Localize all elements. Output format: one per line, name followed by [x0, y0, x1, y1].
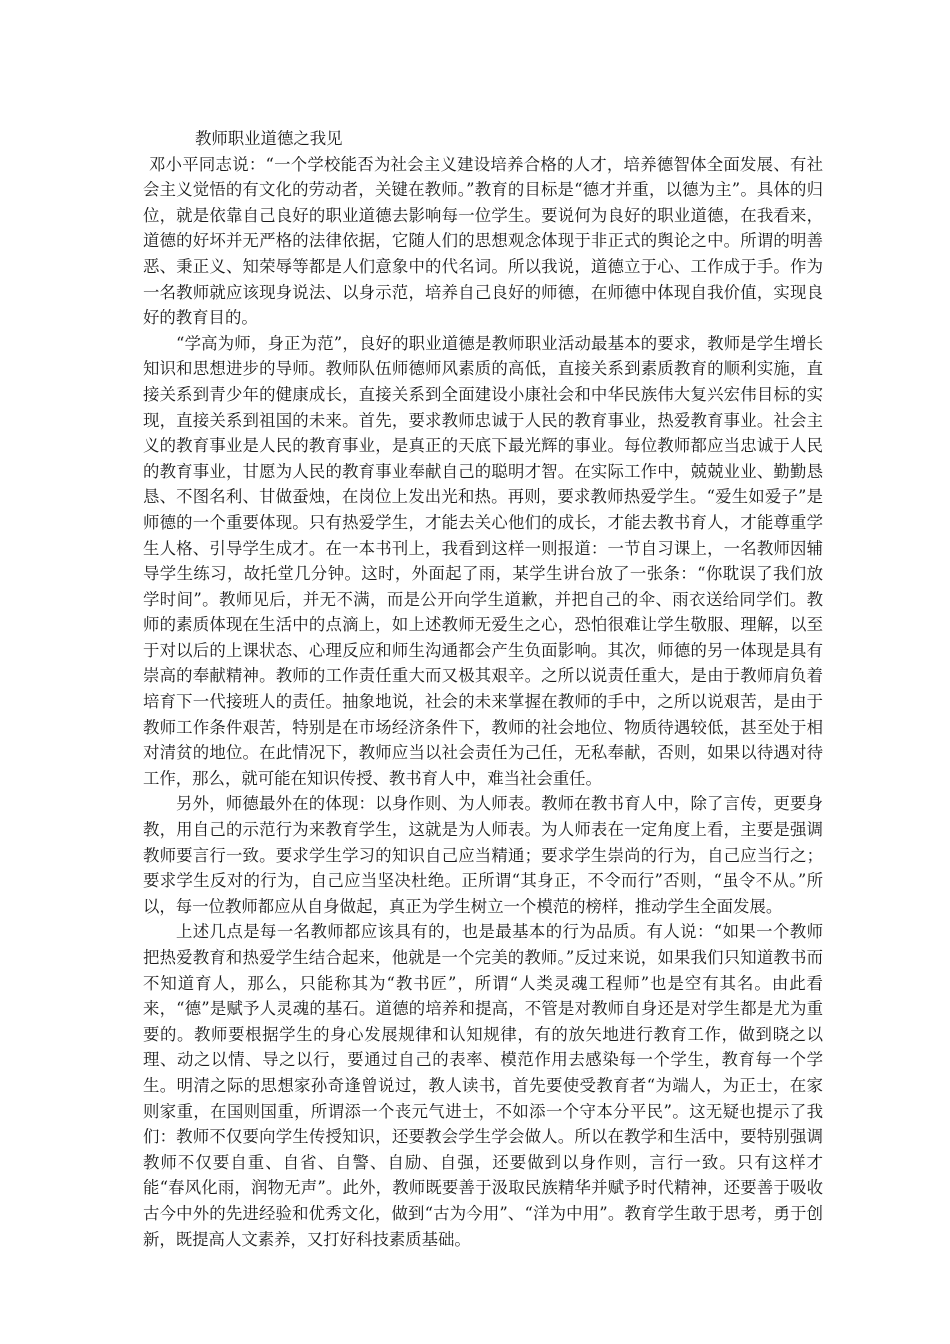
paragraph-yishen-zuoze: 另外，师德最外在的体现：以身作则、为人师表。教师在教书育人中，除了言传，更要身教，用自己的示范行为来教育学生，这就是为人师表。为人师表在一定角度上看，主要是强调教师要言行一致。要求学生学习的知识自己应当精通；要求学生崇尚的行为，自己应当行之；要求学生反对的行为，自己应当坚决杜绝。正所谓“其身正，不令而行”否则，“虽令不从。”所以，每一位教师都应从自身做起，真正为学生树立一个模范的榜样，推动学生全面发展。 — [143, 794, 823, 916]
document-body — [143, 126, 823, 1252]
paragraph-conclusion: 上述几点是每一名教师都应该具有的，也是最基本的行为品质。有人说：“如果一个教师把热爱教育和热爱学生结合起来，他就是一个完美的教师。”反过来说，如果我们只知道教书而不知道育人，那么，只能称其为“教书匠”，所谓“人类灵魂工程师”也是空有其名。由此看来，“德”是赋予人灵魂的基石。道德的培养和提高，不管是对教师自身还是对学生都是尤为重要的。教师要根据学生的身心发展规律和认知规律，有的放矢地进行教育工作，做到晓之以理、动之以情、导之以行，要通过自己的表率、模范作用去感染每一个学生，教育每一个学生。明清之际的思想家孙奇逢曾说过，教人读书，首先要使受教育者“为端人，为正士，在家则家重，在国则国重，所谓添一个丧元气进士，不如添一个守本分平民”。这无疑也提示了我们：教师不仅要向学生传授知识，还要教会学生学会做人。所以在教学和生活中，要特别强调教师不仅要自重、自省、自警、自励、自强，还要做到以身作则，言行一致。只有这样才能“春风化雨，润物无声”。此外，教师既要善于汲取民族精华并赋予时代精神，还要善于吸收古今中外的先进经验和优秀文化，做到“古为今用”、“洋为中用”。教育学生敢于思考，勇于创新，既提高人文素养，又打好科技素质基础。 — [143, 922, 823, 1249]
document-title: 教师职业道德之我见 — [195, 129, 343, 148]
paragraph-intro: 邓小平同志说：“一个学校能否为社会主义建设培养合格的人才，培养德智体全面发展、有社会主义觉悟的有文化的劳动者，关键在教师。”教育的目标是“德才并重，以德为主”。具体的归位，就是依靠自己良好的职业道德去影响每一位学生。要说何为良好的职业道德，在我看来，道德的好坏并无严格的法律依据，它随人们的思想观念体现于非正式的舆论之中。所谓的明善恶、秉正义、知荣辱等都是人们意象中的代名词。所以我说，道德立于心、工作成于手。作为一名教师就应该现身说法、以身示范，培养自己良好的师德，在师德中体现自我价值，实现良好的教育目的。 — [143, 154, 823, 328]
paragraph-xuegao-weishi: “学高为师，身正为范”，良好的职业道德是教师职业活动最基本的要求，教师是学生增长知识和思想进步的导师。教师队伍师德师风素质的高低，直接关系到素质教育的顺利实施，直接关系到青少年的健康成长，直接关系到全面建设小康社会和中华民族伟大复兴宏伟目标的实现，直接关系到祖国的未来。首先，要求教师忠诚于人民的教育事业，热爱教育事业。社会主义的教育事业是人民的教育事业，是真正的天底下最光辉的事业。每位教师都应当忠诚于人民的教育事业，甘愿为人民的教育事业奉献自己的聪明才智。在实际工作中，兢兢业业、勤勤恳恳、不图名利、甘做蚕烛，在岗位上发出光和热。再则，要求教师热爱学生。“爱生如爱子”是师德的一个重要体现。只有热爱学生，才能去关心他们的成长，才能去教书育人，才能尊重学生人格、引导学生成才。在一本书刊上，我看到这样一则报道：一节自习课上，一名教师因辅导学生练习，故托堂几分钟。这时，外面起了雨，某学生讲台放了一张条：“你耽误了我们放学时间”。教师见后，并无不满，而是公开向学生道歉，并把自己的伞、雨衣送给同学们。教师的素质体现在生活中的点滴上，如上述教师无爱生之心，恐怕很难让学生敬服、理解，以至于对以后的上课状态、心理反应和师生沟通都会产生负面影响。其次，师德的另一体现是具有崇高的奉献精神。教师的工作责任重大而又极其艰辛。之所以说责任重大，是由于教师肩负着培育下一代接班人的责任。抽象地说，社会的未来掌握在教师的手中，之所以说艰苦，是由于教师工作条件艰苦，特别是在市场经济条件下，教师的社会地位、物质待遇较低，甚至处于相对清贫的地位。在此情况下，教师应当以社会责任为己任，无私奉献，否则，如果以待遇对待工作，那么，就可能在知识传授、教书育人中，难当社会重任。 — [143, 333, 823, 788]
